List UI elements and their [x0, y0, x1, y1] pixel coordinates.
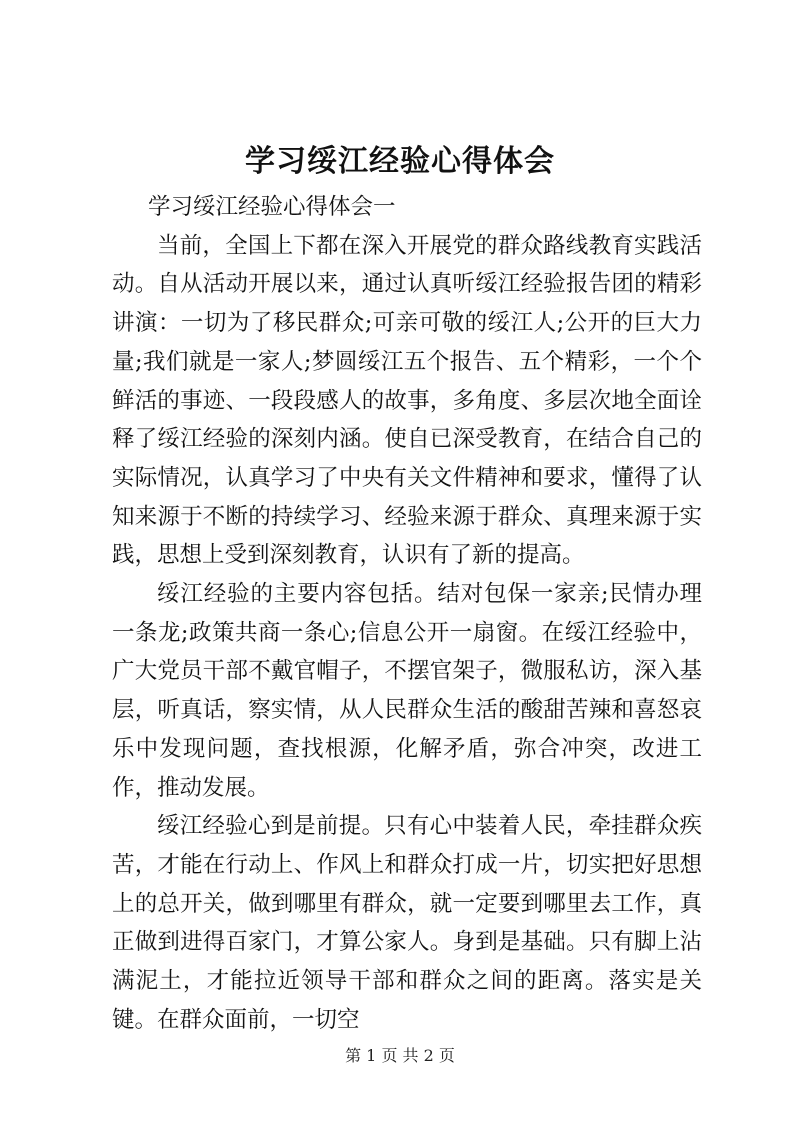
- document-subtitle: 学习绥江经验心得体会一: [148, 194, 396, 220]
- page-footer: 第 1 页 共 2 页: [345, 1046, 455, 1065]
- paragraph-3: 绥江经验心到是前提。只有心中装着人民，牵挂群众疾苦，才能在行动上、作风上和群众打成一片，切实把好思想上的总开关，做到哪里有群众，就一定要到哪里去工作，真正做到进得百家门，才算公家人。身到是基础。只有脚上沾满泥土，才能拉近领导干部和群众之间的距离。落实是关键。在群众面前，一切空: [112, 813, 702, 1033]
- document-body: [112, 188, 702, 1039]
- paragraph-2: 绥江经验的主要内容包括。结对包保一家亲;民情办理一条龙;政策共商一条心;信息公开一扇窗。在绥江经验中，广大党员干部不戴官帽子，不摆官架子，微服私访，深入基层，听真话，察实情，从人民群众生活的酸甜苦辣和喜怒哀乐中发现问题，查找根源，化解矛盾，弥合冲突，改进工作，推动发展。: [112, 581, 702, 801]
- paragraph-1: 当前，全国上下都在深入开展党的群众路线教育实践活动。自从活动开展以来，通过认真听绥江经验报告团的精彩讲演：一切为了移民群众;可亲可敬的绥江人;公开的巨大力量;我们就是一家人;梦圆绥江五个报告、五个精彩，一个个鲜活的事迹、一段段感人的故事，多角度、多层次地全面诠释了绥江经验的深刻内涵。使自已深受教育，在结合自己的实际情况，认真学习了中央有关文件精神和要求，懂得了认知来源于不断的持续学习、经验来源于群众、真理来源于实践，思想上受到深刻教育，认识有了新的提高。: [112, 232, 702, 569]
- document-title: 学习绥江经验心得体会: [245, 144, 555, 179]
